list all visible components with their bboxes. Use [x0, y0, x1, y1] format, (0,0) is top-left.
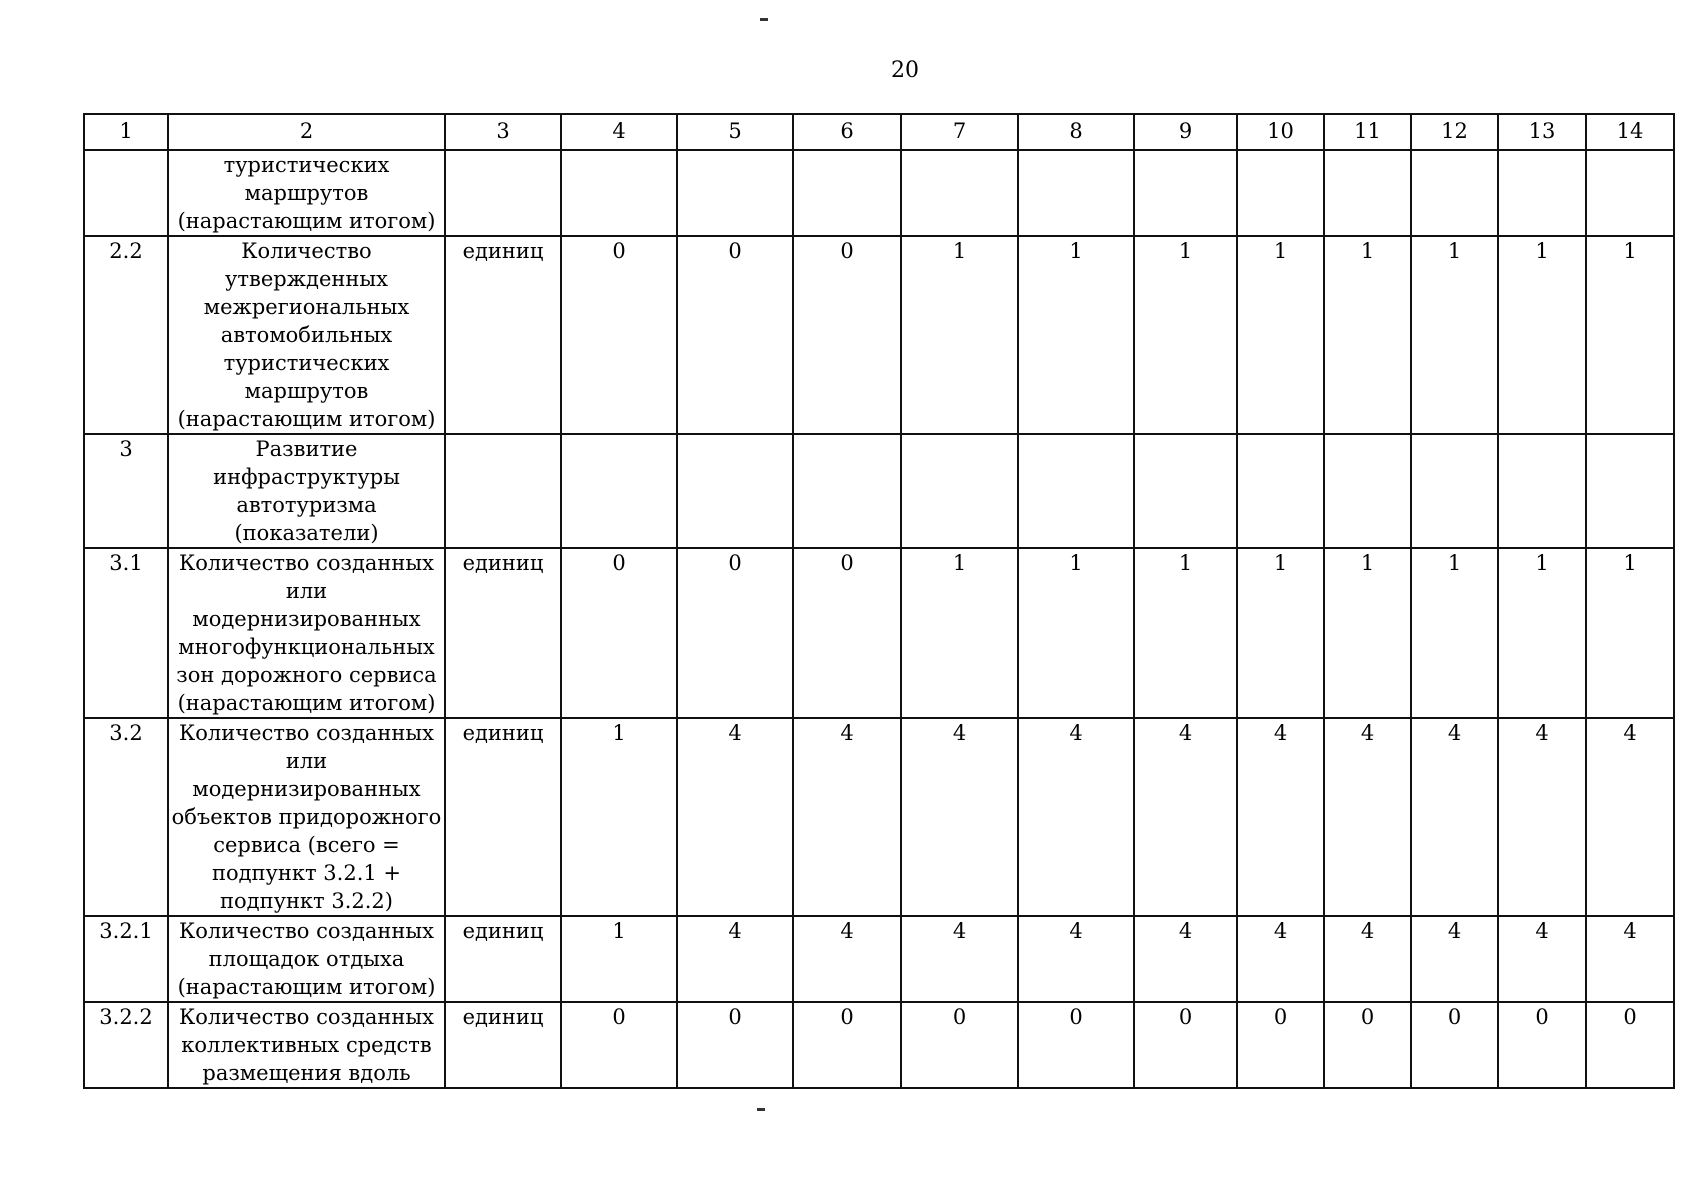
value-cell: [1586, 150, 1674, 236]
value-cell: 4: [901, 718, 1018, 916]
value-cell: 4: [1586, 718, 1674, 916]
value-cell: [1018, 150, 1134, 236]
column-header: 8: [1018, 114, 1134, 150]
value-cell: 0: [901, 1002, 1018, 1088]
value-cell: 0: [1411, 1002, 1498, 1088]
value-cell: [1237, 150, 1324, 236]
column-header: 7: [901, 114, 1018, 150]
unit-cell: единиц: [445, 236, 561, 434]
row-code: [84, 150, 168, 236]
column-header: 14: [1586, 114, 1674, 150]
indicators-table: [83, 113, 1675, 1089]
value-cell: 0: [677, 1002, 793, 1088]
value-cell: 4: [1498, 916, 1586, 1002]
value-cell: 1: [901, 236, 1018, 434]
value-cell: 4: [1324, 916, 1411, 1002]
scan-mark: [760, 18, 768, 21]
value-cell: [1411, 434, 1498, 548]
table-row: [84, 548, 1674, 718]
value-cell: 1: [1411, 548, 1498, 718]
value-cell: 0: [1324, 1002, 1411, 1088]
row-code: 3.2.2: [84, 1002, 168, 1088]
unit-cell: единиц: [445, 548, 561, 718]
value-cell: 1: [901, 548, 1018, 718]
indicator-name: Количество созданных или модернизированных многофункциональных зон дорожного сервиса (нарастающим итогом): [168, 548, 445, 718]
column-header: 11: [1324, 114, 1411, 150]
value-cell: 0: [793, 236, 901, 434]
column-header: 4: [561, 114, 677, 150]
value-cell: 4: [677, 718, 793, 916]
value-cell: 4: [1498, 718, 1586, 916]
value-cell: 4: [793, 916, 901, 1002]
value-cell: 0: [677, 548, 793, 718]
unit-cell: единиц: [445, 1002, 561, 1088]
table-row: [84, 916, 1674, 1002]
table-row: [84, 236, 1674, 434]
value-cell: 1: [1324, 548, 1411, 718]
indicator-name: Количество созданных или модернизированных объектов придорожного сервиса (всего = подпункт 3.2.1 + подпункт 3.2.2): [168, 718, 445, 916]
value-cell: [1498, 150, 1586, 236]
column-header: 12: [1411, 114, 1498, 150]
value-cell: [1498, 434, 1586, 548]
indicator-name: Количество созданных коллективных средств размещения вдоль: [168, 1002, 445, 1088]
value-cell: 4: [1018, 718, 1134, 916]
value-cell: 0: [561, 548, 677, 718]
row-code: 3.2.1: [84, 916, 168, 1002]
value-cell: 1: [1411, 236, 1498, 434]
column-header: 6: [793, 114, 901, 150]
value-cell: 0: [793, 1002, 901, 1088]
indicator-name: Количество утвержденных межрегиональных автомобильных туристических маршрутов (нарастающим итогом): [168, 236, 445, 434]
unit-cell: единиц: [445, 718, 561, 916]
value-cell: [677, 150, 793, 236]
column-header: 2: [168, 114, 445, 150]
value-cell: 4: [1411, 916, 1498, 1002]
value-cell: 4: [1411, 718, 1498, 916]
value-cell: 0: [561, 236, 677, 434]
value-cell: 1: [1498, 236, 1586, 434]
value-cell: 0: [1237, 1002, 1324, 1088]
value-cell: 1: [561, 718, 677, 916]
value-cell: 1: [1586, 236, 1674, 434]
value-cell: [1018, 434, 1134, 548]
value-cell: [901, 434, 1018, 548]
value-cell: 0: [1498, 1002, 1586, 1088]
value-cell: 0: [1134, 1002, 1237, 1088]
value-cell: [1324, 434, 1411, 548]
column-header: 9: [1134, 114, 1237, 150]
value-cell: 0: [1586, 1002, 1674, 1088]
value-cell: 4: [1134, 916, 1237, 1002]
value-cell: 1: [1018, 236, 1134, 434]
value-cell: 0: [793, 548, 901, 718]
indicator-name: Развитие инфраструктуры автотуризма (показатели): [168, 434, 445, 548]
value-cell: [677, 434, 793, 548]
value-cell: 4: [1324, 718, 1411, 916]
value-cell: 0: [1018, 1002, 1134, 1088]
value-cell: 4: [1018, 916, 1134, 1002]
value-cell: [793, 434, 901, 548]
value-cell: [1134, 434, 1237, 548]
value-cell: 4: [1237, 916, 1324, 1002]
value-cell: [901, 150, 1018, 236]
unit-cell: единиц: [445, 916, 561, 1002]
value-cell: [1586, 434, 1674, 548]
unit-cell: [445, 434, 561, 548]
column-header: 13: [1498, 114, 1586, 150]
table-row: [84, 1002, 1674, 1088]
value-cell: 1: [561, 916, 677, 1002]
row-code: 3.2: [84, 718, 168, 916]
table-row: [84, 150, 1674, 236]
value-cell: 4: [1134, 718, 1237, 916]
scan-mark: [757, 1108, 765, 1111]
value-cell: 4: [677, 916, 793, 1002]
column-header: 3: [445, 114, 561, 150]
value-cell: [793, 150, 901, 236]
column-header: 1: [84, 114, 168, 150]
row-code: 3.1: [84, 548, 168, 718]
value-cell: [1134, 150, 1237, 236]
table-header: [84, 114, 1674, 150]
unit-cell: [445, 150, 561, 236]
value-cell: 1: [1237, 236, 1324, 434]
table-body: [84, 150, 1674, 1088]
value-cell: [561, 434, 677, 548]
page-number: 20: [891, 58, 919, 83]
value-cell: 4: [901, 916, 1018, 1002]
value-cell: 1: [1498, 548, 1586, 718]
table-row: [84, 718, 1674, 916]
value-cell: 1: [1586, 548, 1674, 718]
value-cell: 1: [1324, 236, 1411, 434]
column-header: 10: [1237, 114, 1324, 150]
value-cell: 4: [793, 718, 901, 916]
indicator-name: туристических маршрутов (нарастающим итогом): [168, 150, 445, 236]
value-cell: 1: [1134, 548, 1237, 718]
value-cell: 1: [1237, 548, 1324, 718]
row-code: 3: [84, 434, 168, 548]
value-cell: 0: [561, 1002, 677, 1088]
value-cell: [1324, 150, 1411, 236]
value-cell: 1: [1134, 236, 1237, 434]
value-cell: [1411, 150, 1498, 236]
value-cell: 4: [1237, 718, 1324, 916]
row-code: 2.2: [84, 236, 168, 434]
table-row: [84, 434, 1674, 548]
indicator-name: Количество созданных площадок отдыха (нарастающим итогом): [168, 916, 445, 1002]
value-cell: 4: [1586, 916, 1674, 1002]
value-cell: [1237, 434, 1324, 548]
value-cell: [561, 150, 677, 236]
value-cell: 1: [1018, 548, 1134, 718]
column-header: 5: [677, 114, 793, 150]
value-cell: 0: [677, 236, 793, 434]
